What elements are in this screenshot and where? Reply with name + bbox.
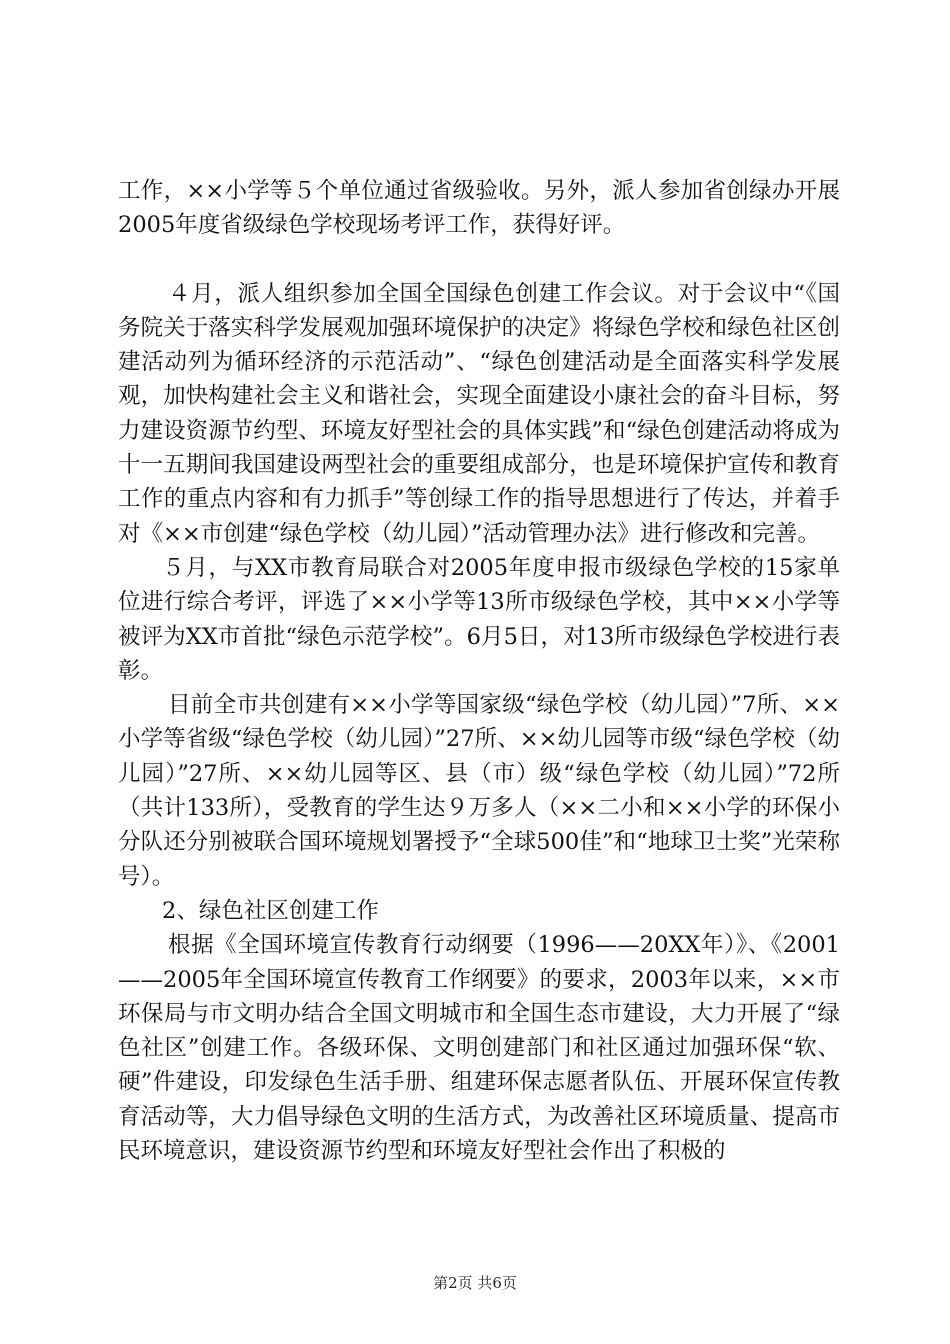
- paragraph-green-community: 根据《全国环境宣传教育行动纲要（1996——20XX年）》、《2001——2005年全国环境宣传教育工作纲要》的要求，2003年以来，××市环保局与市文明办结合全国文明城市和全国生态市建设，大力开展了“绿色社区”创建工作。各级环保、文明创建部门和社区通过加强环保“软、硬”件建设，印发绿色生活手册、组建环保志愿者队伍、开展环保宣传教育活动等，大力倡导绿色文明的生活方式，为改善社区环境质量、提高市民环境意识，建设资源节约型和环境友好型社会作出了积极的: [118, 932, 840, 1165]
- paragraph-continuation: 工作，××小学等５个单位通过省级验收。另外，派人参加省创绿办开展2005年度省级绿色学校现场考评工作，获得好评。: [118, 178, 840, 239]
- page-footer: 第2页 共6页: [433, 1274, 517, 1292]
- paragraph-current-status: 目前全市共创建有××小学等国家级“绿色学校（幼儿园）”7所、××小学等省级“绿色学校（幼儿园）”27所、××幼儿园等市级“绿色学校（幼儿园）”27所、××幼儿园等区、县（市）级“绿色学校（幼儿园）”72所（共计133所），受教育的学生达９万多人（××二小和××小学的环保小分队还分别被联合国环境规划署授予“全球500佳”和“地球卫士奖”光荣称号）。: [118, 692, 840, 890]
- section-heading-green-community: 2、绿色社区创建工作: [162, 897, 379, 924]
- paragraph-april: ４月，派人组织参加全国全国绿色创建工作会议。对于会议中“《国务院关于落实科学发展观加强环境保护的决定》将绿色学校和绿色社区创建活动列为循环经济的示范活动”、“绿色创建活动是全面落实科学发展观，加快构建社会主义和谐社会，实现全面建设小康社会的奋斗目标，努力建设资源节约型、环境友好型社会的具体实践”和“绿色创建活动将成为十一五期间我国建设两型社会的重要组成部分，也是环境保护宣传和教育工作的重点内容和有力抓手”等创绿工作的指导思想进行了传达，并着手对《××市创建“绿色学校（幼儿园）”活动管理办法》进行修改和完善。: [118, 280, 840, 547]
- document-body: [118, 174, 840, 1168]
- paragraph-gap: [118, 243, 840, 277]
- paragraph-may: ５月，与XX市教育局联合对2005年度申报市级绿色学校的15家单位进行综合考评，评选了××小学等13所市级绿色学校，其中××小学等被评为XX市首批“绿色示范学校”。6月5日，对13所市级绿色学校进行表彰。: [118, 554, 840, 684]
